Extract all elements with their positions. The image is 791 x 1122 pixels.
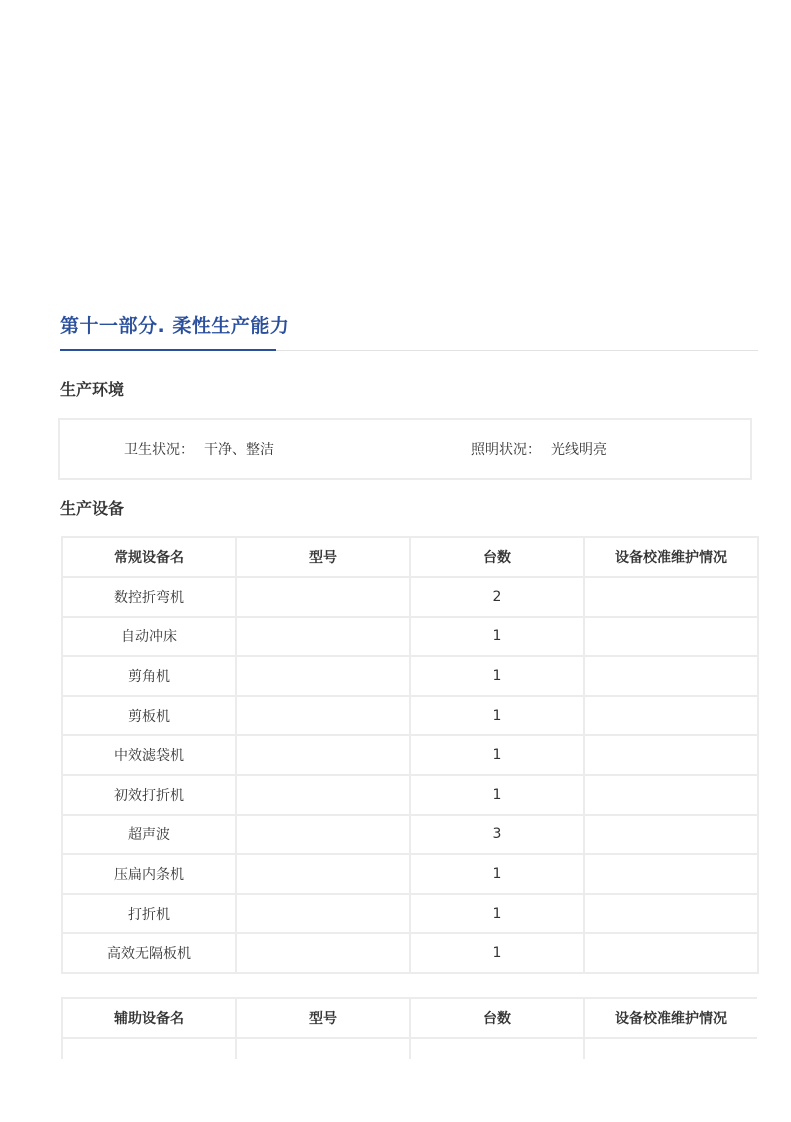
equipment-name: 数控折弯机: [62, 577, 236, 617]
environment-heading: 生产环境: [60, 380, 125, 399]
table-row: [62, 854, 758, 894]
table-row: [62, 577, 758, 617]
equipment-count: 2: [410, 577, 584, 617]
hygiene-value: 干净、整洁: [204, 442, 274, 458]
equipment-count: 1: [410, 775, 584, 815]
auxiliary-table-clip: [61, 997, 757, 1059]
table-row: [62, 815, 758, 855]
equipment-name: 初效打折机: [62, 775, 236, 815]
equipment-maintenance: [584, 933, 758, 973]
equipment-model: [236, 854, 410, 894]
equipment-maintenance: [584, 617, 758, 657]
equipment-count: 1: [410, 656, 584, 696]
equipment-model: [236, 1038, 410, 1059]
auxiliary-equipment-table: [61, 997, 757, 1059]
column-header: 设备校准维护情况: [584, 537, 758, 577]
table-header-row: [62, 537, 758, 577]
table-row: [62, 933, 758, 973]
equipment-model: [236, 696, 410, 736]
hygiene-status: [124, 440, 274, 460]
equipment-count: 1: [410, 617, 584, 657]
table-row: [62, 696, 758, 736]
table-header-row: [62, 998, 757, 1038]
equipment-maintenance: [584, 854, 758, 894]
column-header: 型号: [236, 537, 410, 577]
equipment-count: 1: [410, 696, 584, 736]
lighting-label: 照明状况：: [471, 442, 541, 458]
equipment-count: 1: [410, 933, 584, 973]
table-row: [62, 775, 758, 815]
equipment-maintenance: [584, 815, 758, 855]
environment-box: [58, 418, 752, 480]
equipment-maintenance: [584, 735, 758, 775]
table-row: [62, 894, 758, 934]
equipment-name: 超声波: [62, 815, 236, 855]
equipment-model: [236, 894, 410, 934]
equipment-name: 剪角机: [62, 656, 236, 696]
equipment-model: [236, 815, 410, 855]
equipment-count: [410, 1038, 584, 1059]
equipment-model: [236, 735, 410, 775]
equipment-maintenance: [584, 1038, 757, 1059]
column-header: 辅助设备名: [62, 998, 236, 1038]
equipment-maintenance: [584, 577, 758, 617]
title-underline-accent: [60, 349, 276, 351]
equipment-maintenance: [584, 656, 758, 696]
equipment-name: 压扁内条机: [62, 854, 236, 894]
equipment-name: 中效滤袋机: [62, 735, 236, 775]
table-row: [62, 735, 758, 775]
equipment-name: 打折机: [62, 894, 236, 934]
equipment-name: 高效无隔板机: [62, 933, 236, 973]
table-row: [62, 1038, 757, 1059]
equipment-count: 1: [410, 854, 584, 894]
equipment-model: [236, 577, 410, 617]
lighting-value: 光线明亮: [551, 442, 607, 458]
table-row: [62, 656, 758, 696]
column-header: 常规设备名: [62, 537, 236, 577]
table-row: [62, 617, 758, 657]
column-header: 型号: [236, 998, 410, 1038]
equipment-heading: 生产设备: [60, 499, 125, 518]
equipment-maintenance: [584, 696, 758, 736]
equipment-model: [236, 933, 410, 973]
equipment-count: 3: [410, 815, 584, 855]
equipment-name: 自动冲床: [62, 617, 236, 657]
column-header: 设备校准维护情况: [584, 998, 757, 1038]
column-header: 台数: [410, 998, 584, 1038]
equipment-maintenance: [584, 775, 758, 815]
section-title: 第十一部分. 柔性生产能力: [60, 315, 290, 337]
equipment-model: [236, 775, 410, 815]
hygiene-label: 卫生状况：: [124, 442, 194, 458]
column-header: 台数: [410, 537, 584, 577]
equipment-maintenance: [584, 894, 758, 934]
equipment-model: [236, 617, 410, 657]
equipment-name: [62, 1038, 236, 1059]
lighting-status: [471, 440, 607, 460]
regular-equipment-table: [61, 536, 759, 974]
equipment-count: 1: [410, 894, 584, 934]
equipment-name: 剪板机: [62, 696, 236, 736]
equipment-count: 1: [410, 735, 584, 775]
equipment-model: [236, 656, 410, 696]
